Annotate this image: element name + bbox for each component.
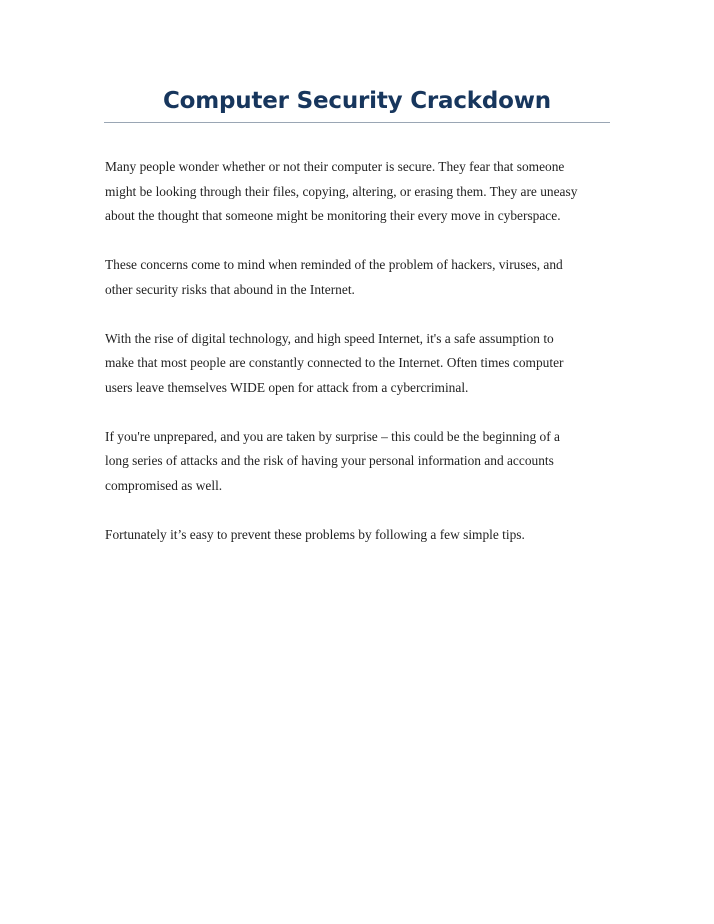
paragraph-line: Many people wonder whether or not their computer is secure. They fear that someone xyxy=(105,159,565,174)
paragraph-line: long series of attacks and the risk of having your personal information and accounts xyxy=(105,453,554,468)
paragraph-line: With the rise of digital technology, and high speed Internet, it's a safe assumption to xyxy=(105,330,554,346)
document-body xyxy=(105,155,610,572)
paragraph-3 xyxy=(105,327,610,401)
paragraph-1 xyxy=(105,155,610,229)
paragraph-line: Fortunately it’s easy to prevent these problems by following a few simple tips. xyxy=(105,526,525,542)
paragraph-5 xyxy=(105,523,610,548)
paragraph-line: These concerns come to mind when reminded of the problem of hackers, viruses, and xyxy=(105,257,563,272)
paragraph-line: other security risks that abound in the Internet. xyxy=(105,281,355,297)
page-title: Computer Security Crackdown xyxy=(163,88,551,114)
paragraph-line: users leave themselves WIDE open for attack from a cybercriminal. xyxy=(105,379,469,395)
paragraph-line: If you're unprepared, and you are taken by surprise – this could be the beginning of a xyxy=(105,428,560,444)
title-divider xyxy=(104,122,610,123)
paragraph-line: about the thought that someone might be monitoring their every move in cyberspace. xyxy=(105,208,561,223)
paragraph-line: make that most people are constantly connected to the Internet. Often times computer xyxy=(105,355,564,370)
paragraph-4 xyxy=(105,425,610,499)
paragraph-line: compromised as well. xyxy=(105,477,223,493)
paragraph-line: might be looking through their files, copying, altering, or erasing them. They are uneasy xyxy=(105,183,578,199)
paragraph-2 xyxy=(105,253,610,302)
